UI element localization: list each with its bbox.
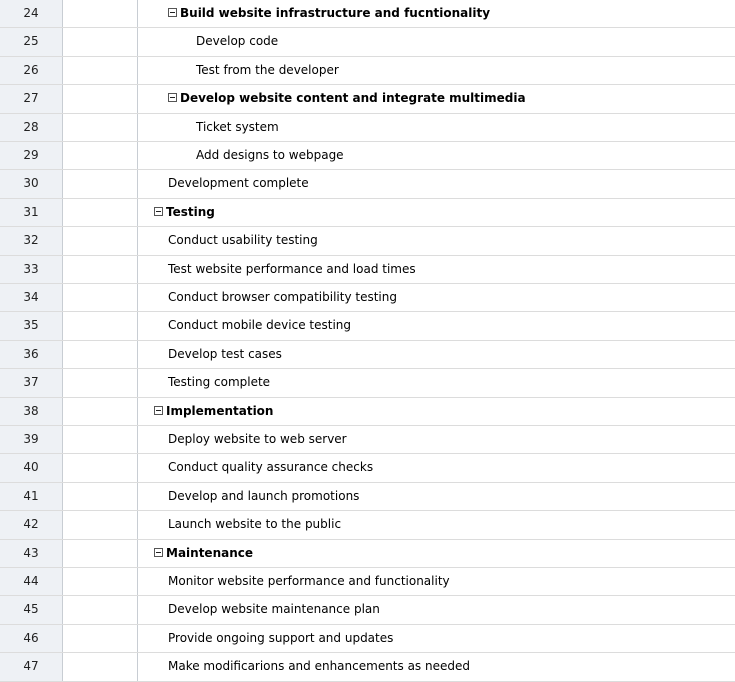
task-name: Launch website to the public: [168, 517, 342, 532]
task-name-cell[interactable]: [138, 256, 735, 283]
task-id: 36: [0, 341, 63, 368]
task-id: 39: [0, 426, 63, 453]
task-id: 34: [0, 284, 63, 311]
indicator-cell: [63, 341, 138, 368]
task-name-cell[interactable]: [138, 28, 735, 55]
task-row[interactable]: [0, 596, 735, 624]
task-name-cell[interactable]: [138, 398, 735, 425]
task-row[interactable]: [0, 398, 735, 426]
task-name-cell[interactable]: [138, 568, 735, 595]
task-id: 29: [0, 142, 63, 169]
task-id: 47: [0, 653, 63, 680]
indicator-cell: [63, 256, 138, 283]
task-name-cell[interactable]: [138, 511, 735, 538]
task-row[interactable]: [0, 142, 735, 170]
indicator-cell: [63, 114, 138, 141]
task-id: 25: [0, 28, 63, 55]
task-name: Build website infrastructure and fucntionality: [180, 6, 491, 20]
indicator-cell: [63, 483, 138, 510]
task-id: 32: [0, 227, 63, 254]
indicator-cell: [63, 142, 138, 169]
task-name: Development complete: [168, 176, 309, 191]
indicator-cell: [63, 653, 138, 680]
task-row[interactable]: [0, 284, 735, 312]
task-row[interactable]: [0, 369, 735, 397]
task-name-cell[interactable]: [138, 199, 735, 226]
task-name: Make modificarions and enhancements as needed: [168, 659, 470, 674]
task-name-cell[interactable]: [138, 625, 735, 652]
task-id: 46: [0, 625, 63, 652]
task-name-cell[interactable]: [138, 540, 735, 567]
task-id: 45: [0, 596, 63, 623]
task-row[interactable]: [0, 57, 735, 85]
task-name-cell[interactable]: [138, 483, 735, 510]
task-row[interactable]: [0, 170, 735, 198]
task-row[interactable]: [0, 511, 735, 539]
task-name-cell[interactable]: [138, 170, 735, 197]
task-row[interactable]: [0, 625, 735, 653]
task-name: Ticket system: [196, 119, 279, 134]
task-name: Deploy website to web server: [168, 432, 347, 446]
task-name: Develop test cases: [168, 346, 282, 361]
task-id: 27: [0, 85, 63, 112]
task-id: 31: [0, 199, 63, 226]
task-name: Add designs to webpage: [196, 148, 344, 162]
task-id: 28: [0, 114, 63, 141]
task-name: Develop website maintenance plan: [168, 602, 380, 617]
task-name-cell[interactable]: [138, 341, 735, 368]
task-row[interactable]: [0, 540, 735, 568]
task-id: 24: [0, 0, 63, 27]
task-row[interactable]: [0, 483, 735, 511]
indicator-cell: [63, 227, 138, 254]
collapse-toggle-icon[interactable]: [168, 93, 177, 102]
task-name-cell[interactable]: [138, 653, 735, 680]
task-name-cell[interactable]: [138, 312, 735, 339]
task-row[interactable]: [0, 653, 735, 681]
task-name: Conduct mobile device testing: [168, 318, 352, 333]
task-name-cell[interactable]: [138, 426, 735, 453]
task-id: 40: [0, 454, 63, 481]
indicator-cell: [63, 199, 138, 226]
task-name: Conduct usability testing: [168, 233, 318, 248]
indicator-cell: [63, 28, 138, 55]
collapse-toggle-icon[interactable]: [168, 8, 177, 17]
task-name-cell[interactable]: [138, 369, 735, 396]
indicator-cell: [63, 454, 138, 481]
task-name: Provide ongoing support and updates: [168, 630, 394, 645]
indicator-cell: [63, 511, 138, 538]
indicator-cell: [63, 398, 138, 425]
indicator-cell: [63, 0, 138, 27]
task-name: Testing complete: [168, 375, 271, 390]
task-name: Test website performance and load times: [168, 261, 416, 276]
task-name: Develop and launch promotions: [168, 488, 360, 503]
task-id: 44: [0, 568, 63, 595]
indicator-cell: [63, 426, 138, 453]
task-row[interactable]: [0, 256, 735, 284]
task-name-cell[interactable]: [138, 85, 735, 112]
task-row[interactable]: [0, 426, 735, 454]
task-row[interactable]: [0, 568, 735, 596]
collapse-toggle-icon[interactable]: [154, 406, 163, 415]
task-name: Develop code: [196, 34, 279, 49]
task-id: 30: [0, 170, 63, 197]
task-name-cell[interactable]: [138, 0, 735, 27]
task-name: Monitor website performance and functionality: [168, 574, 450, 588]
task-id: 42: [0, 511, 63, 538]
task-id: 26: [0, 57, 63, 84]
indicator-cell: [63, 170, 138, 197]
indicator-cell: [63, 596, 138, 623]
task-row[interactable]: [0, 454, 735, 482]
indicator-cell: [63, 625, 138, 652]
indicator-cell: [63, 369, 138, 396]
task-name: Testing: [166, 204, 215, 219]
task-id: 41: [0, 483, 63, 510]
task-name: Develop website content and integrate multimedia: [180, 91, 526, 106]
task-name-cell[interactable]: [138, 57, 735, 84]
task-id: 33: [0, 256, 63, 283]
task-name-cell[interactable]: [138, 596, 735, 623]
indicator-cell: [63, 85, 138, 112]
task-name-cell[interactable]: [138, 142, 735, 169]
task-row[interactable]: [0, 0, 735, 28]
task-name: Conduct quality assurance checks: [168, 460, 374, 475]
task-name: Maintenance: [166, 545, 254, 560]
task-name: Test from the developer: [196, 62, 339, 77]
collapse-toggle-icon[interactable]: [154, 548, 163, 557]
indicator-cell: [63, 540, 138, 567]
task-id: 43: [0, 540, 63, 567]
task-row[interactable]: [0, 199, 735, 227]
indicator-cell: [63, 568, 138, 595]
task-row[interactable]: [0, 227, 735, 255]
indicator-cell: [63, 57, 138, 84]
task-id: 35: [0, 312, 63, 339]
task-row[interactable]: [0, 114, 735, 142]
task-row[interactable]: [0, 85, 735, 113]
task-name: Conduct browser compatibility testing: [168, 290, 397, 304]
task-row[interactable]: [0, 341, 735, 369]
indicator-cell: [63, 312, 138, 339]
task-id: 37: [0, 369, 63, 396]
task-id: 38: [0, 398, 63, 425]
indicator-cell: [63, 284, 138, 311]
task-name-cell[interactable]: [138, 114, 735, 141]
task-name-cell[interactable]: [138, 227, 735, 254]
task-name-cell[interactable]: [138, 284, 735, 311]
task-name: Implementation: [166, 403, 274, 418]
collapse-toggle-icon[interactable]: [154, 207, 163, 216]
task-row[interactable]: [0, 312, 735, 340]
task-name-cell[interactable]: [138, 454, 735, 481]
task-row[interactable]: [0, 28, 735, 56]
